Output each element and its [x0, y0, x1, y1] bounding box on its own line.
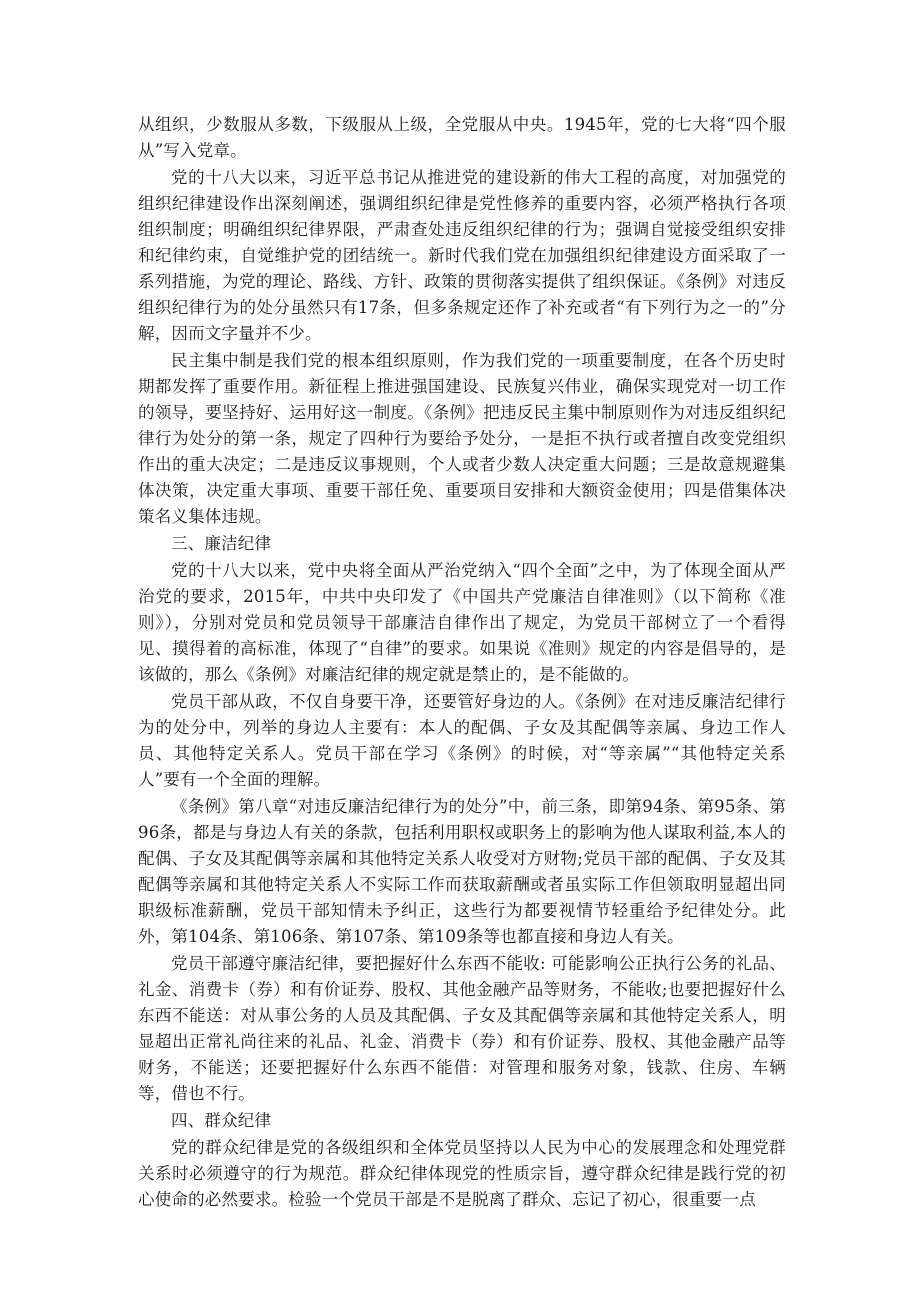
paragraph: 民主集中制是我们党的根本组织原则，作为我们党的一项重要制度，在各个历史时期都发挥了重要作用。新征程上推进强国建设、民族复兴伟业，确保实现党对一切工作的领导，要坚持好、运用好这一制度。《条例》把违反民主集中制原则作为对违反组织纪律行为处分的第一条，规定了四种行为要给予处分，一是拒不执行或者擅自改变党组织作出的重大决定；二是违反议事规则，个人或者少数人决定重大问题；三是故意规避集体决策，决定重大事项、重要干部任免、重要项目安排和大额资金使用；四是借集体决策名义集体违规。 [138, 351, 786, 526]
paragraph: 党的十八大以来，党中央将全面从严治党纳入“四个全面”之中，为了体现全面从严治党的要求，2015年，中共中央印发了《中国共产党廉洁自律准则》（以下简称《准则》），分别对党员和党员领导干部廉洁自律作出了规定，为党员干部树立了一个看得见、摸得着的高标准，体现了“自律”的要求。如果说《准则》规定的内容是倡导的，是该做的，那么《条例》对廉洁纪律的规定就是禁止的，是不能做的。 [138, 561, 786, 684]
paragraph: 《条例》第八章“对违反廉洁纪律行为的处分”中，前三条，即第94条、第95条、第96条，都是与身边人有关的条款，包括利用职权或职务上的影响为他人谋取利益,本人的配偶、子女及其配偶等亲属和其他特定关系人收受对方财物;党员干部的配偶、子女及其配偶等亲属和其他特定关系人不实际工作而获取薪酬或者虽实际工作但领取明显超出同职级标准薪酬，党员干部知情未予纠正，这些行为都要视情节轻重给予纪律处分。此外，第104条、第106条、第107条、第109条等也都直接和身边人有关。 [138, 797, 786, 946]
paragraph: 党员干部从政，不仅自身要干净，还要管好身边的人。《条例》在对违反廉洁纪律行为的处分中，列举的身边人主要有：本人的配偶、子女及其配偶等亲属、身边工作人员、其他特定关系人。党员干部在学习《条例》的时候，对“等亲属”“其他特定关系人”要有一个全面的理解。 [138, 692, 786, 789]
paragraph: 从组织，少数服从多数，下级服从上级，全党服从中央。1945年，党的七大将“四个服从”写入党章。 [138, 115, 786, 160]
section-heading: 四、群众纪律 [171, 1111, 272, 1130]
paragraph: 党的十八大以来，习近平总书记从推进党的建设新的伟大工程的高度，对加强党的组织纪律建设作出深刻阐述，强调组织纪律是党性修养的重要内容，必须严格执行各项组织制度；明确组织纪律界限，严肃查处违反组织纪律的行为；强调自觉接受组织安排和纪律约束，自觉维护党的团结统一。新时代我们党在加强组织纪律建设方面采取了一系列措施，为党的理论、路线、方针、政策的贯彻落实提供了组织保证。《条例》对违反组织纪律行为的处分虽然只有17条，但多条规定还作了补充或者“有下列行为之一的”分解，因而文字量并不少。 [138, 168, 786, 343]
section-heading: 三、廉洁纪律 [171, 534, 272, 553]
paragraph: 党的群众纪律是党的各级组织和全体党员坚持以人民为中心的发展理念和处理党群关系时必须遵守的行为规范。群众纪律体现党的性质宗旨，遵守群众纪律是践行党的初心使命的必然要求。检验一个党员干部是不是脱离了群众、忘记了初心，很重要一点 [138, 1138, 786, 1209]
paragraph: 党员干部遵守廉洁纪律，要把握好什么东西不能收: 可能影响公正执行公务的礼品、礼金、消费卡（券）和有价证券、股权、其他金融产品等财务，不能收;也要把握好什么东西不能送：对从事公务的人员及其配偶、子女及其配偶等亲属和其他特定关系人，明显超出正常礼尚往来的礼品、礼金、消费卡（券）和有价证券、股权、其他金融产品等财务，不能送；还要把握好什么东西不能借：对管理和服务对象，钱款、住房、车辆等，借也不行。 [138, 954, 786, 1103]
document-body [138, 112, 786, 1214]
